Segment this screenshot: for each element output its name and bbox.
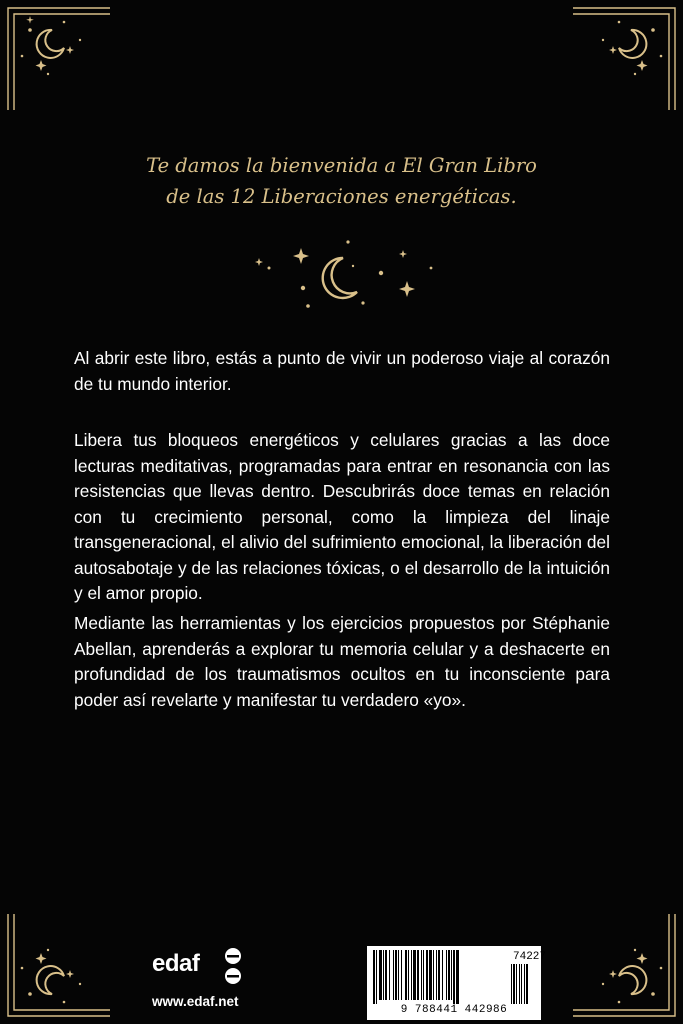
barcode-bar (405, 950, 407, 1000)
corner-ornament-icon (573, 0, 683, 110)
welcome-line-2 (0, 181, 683, 212)
barcode-bar (421, 950, 422, 1000)
barcode-addon-bar (513, 964, 515, 1004)
barcode-addon-bar (519, 964, 520, 1004)
barcode-addon-bar (521, 964, 522, 1004)
welcome-heading (0, 150, 683, 212)
barcode-bar (385, 950, 387, 1000)
barcode-bar (438, 950, 440, 1000)
barcode-addon-bar (524, 964, 525, 1004)
paragraph-liberations: Libera tus bloqueos energéticos y celulares gracias a las doce lecturas meditativas, programadas para entrar en resonancia con las resistencias que llevas dentro. Descubrirás doce temas en relación con tu crecimiento personal, como la limpieza del linaje transgeneracional, el alivio del sufrimiento emocional, la liberación del autosabotaje y de las relaciones tóxicas, o el desarrollo de la intuición y el amor propio. (74, 430, 610, 603)
barcode-bar (446, 950, 447, 1000)
barcode-bar (376, 950, 377, 1004)
barcode-bar (379, 950, 382, 1000)
barcode-bar (401, 950, 402, 1000)
barcode-bar (426, 950, 428, 1000)
barcode-addon-number: 74227 (513, 951, 547, 963)
barcode-bar (451, 950, 452, 1000)
barcode-bar (408, 950, 409, 1000)
paragraph-author: Mediante las herramientas y los ejercicios propuestos por Stéphanie Abellan, aprenderás a explorar tu memoria celular y a deshacerte en profundidad de los traumatismos ocultos en tu inconsciente para poder así revelarte y manifestar tu verdadero «yo». (74, 613, 610, 710)
publisher-mark-icon (222, 946, 244, 988)
book-title-part-2: de las 12 Liberaciones energéticas. (166, 185, 517, 208)
publisher-logo: edaf (152, 950, 200, 977)
corner-ornament-icon (0, 0, 110, 110)
barcode-bar (373, 950, 375, 1004)
paragraph-intro: Al abrir este libro, estás a punto de vivir un poderoso viaje al corazón de tu mundo interior. (74, 348, 610, 394)
barcode-bar (389, 950, 390, 1000)
corner-ornament-icon (573, 914, 683, 1024)
barcode-bar (448, 950, 450, 1000)
book-title-part-1: El Gran Libro (402, 154, 537, 177)
publisher-url[interactable]: www.edaf.net (152, 994, 239, 1009)
barcode-bar (383, 950, 384, 1000)
welcome-line-1: Te damos la bienvenida a El Gran Libro (146, 154, 537, 177)
barcode-bar (393, 950, 394, 1000)
barcode-bar (433, 950, 434, 1000)
barcode-isbn: 9 788441 442986 (400, 1004, 508, 1016)
barcode-addon-bar (516, 964, 517, 1004)
barcode-bar (442, 950, 443, 1000)
moon-stars-ornament-icon (245, 236, 445, 321)
barcode-bar (411, 950, 412, 1000)
barcode-bar (429, 950, 432, 1000)
barcode-bar (456, 950, 459, 1004)
barcode-bar (417, 950, 419, 1000)
barcode-bar (413, 950, 416, 1000)
barcode-bar (395, 950, 397, 1000)
barcode-addon-bar (511, 964, 512, 1004)
barcode-bar (423, 950, 424, 1000)
barcode-addon-bar (526, 964, 528, 1004)
corner-ornament-icon (0, 914, 110, 1024)
barcode-bar (436, 950, 437, 1000)
barcode-bar (398, 950, 399, 1000)
barcode (367, 946, 547, 1020)
barcode-bar (453, 950, 455, 1004)
